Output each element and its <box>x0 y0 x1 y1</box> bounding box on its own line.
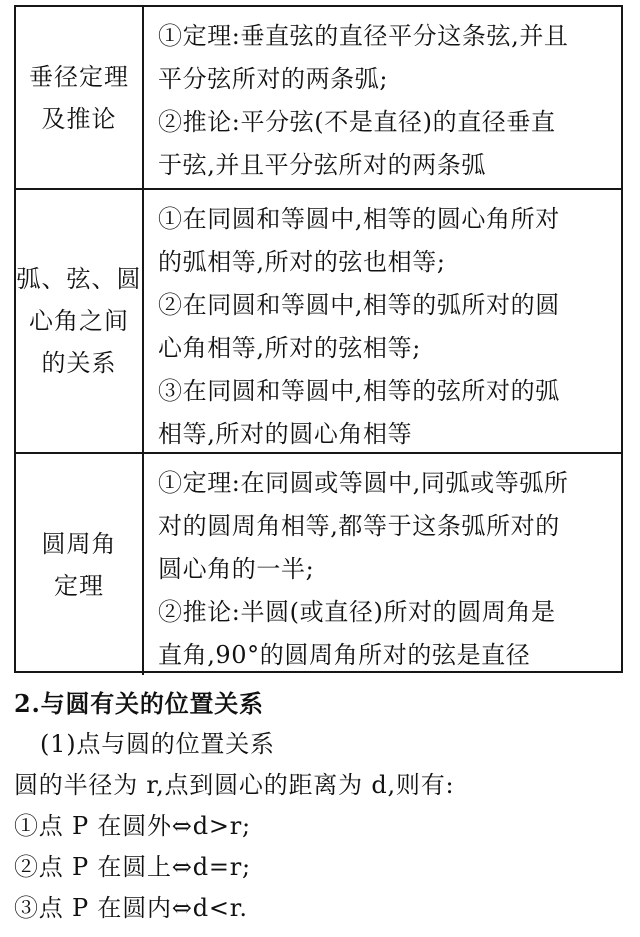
theorem-table <box>14 5 623 673</box>
relation-item: ①点 P 在圆外⇔d>r; <box>14 812 251 840</box>
table-content-line: ①在同圆和等圆中,相等的圆心角所对 <box>158 205 560 233</box>
relation-item: ③点 P 在圆内⇔d<r. <box>14 894 248 922</box>
position-relation-section <box>14 683 624 929</box>
table-row-content <box>144 190 621 454</box>
table-content-line: ②推论:平分弦(不是直径)的直径垂直 <box>158 108 556 136</box>
table-content-line: 的弧相等,所对的弦也相等; <box>158 248 446 276</box>
section-title: 2.与圆有关的位置关系 <box>14 689 264 718</box>
table-content-line: 平分弦所对的两条弧; <box>158 65 389 93</box>
table-row-label: 弧、弦、圆 心角之间 的关系 <box>16 190 144 454</box>
table-content-line: ②在同圆和等圆中,相等的弧所对的圆 <box>158 291 560 319</box>
section-intro: 圆的半径为 r,点到圆心的距离为 d,则有: <box>14 771 455 799</box>
table-content-line: ③在同圆和等圆中,相等的弦所对的弧 <box>158 377 560 405</box>
section-subtitle: (1)点与圆的位置关系 <box>40 730 275 758</box>
table-content-line: 对的圆周角相等,都等于这条弧所对的 <box>158 512 560 540</box>
relation-item: ②点 P 在圆上⇔d=r; <box>14 853 251 881</box>
table-content-line: 直角,90°的圆周角所对的弦是直径 <box>158 641 531 669</box>
table-row-content <box>144 7 621 190</box>
table-content-line: 于弦,并且平分弦所对的两条弧 <box>158 151 487 179</box>
table-content-line: 相等,所对的圆心角相等 <box>158 420 413 448</box>
table-row-label: 圆周角 定理 <box>16 454 144 675</box>
table-row-content <box>144 454 621 675</box>
table-row-label: 垂径定理 及推论 <box>16 7 144 190</box>
table-content-line: 圆心角的一半; <box>158 555 315 583</box>
table-content-line: 心角相等,所对的弦相等; <box>158 334 421 362</box>
table-content-line: ①定理:在同圆或等圆中,同弧或等弧所 <box>158 469 569 497</box>
table-content-line: ②推论:半圆(或直径)所对的圆周角是 <box>158 598 556 626</box>
table-content-line: ①定理:垂直弦的直径平分这条弦,并且 <box>158 22 569 50</box>
